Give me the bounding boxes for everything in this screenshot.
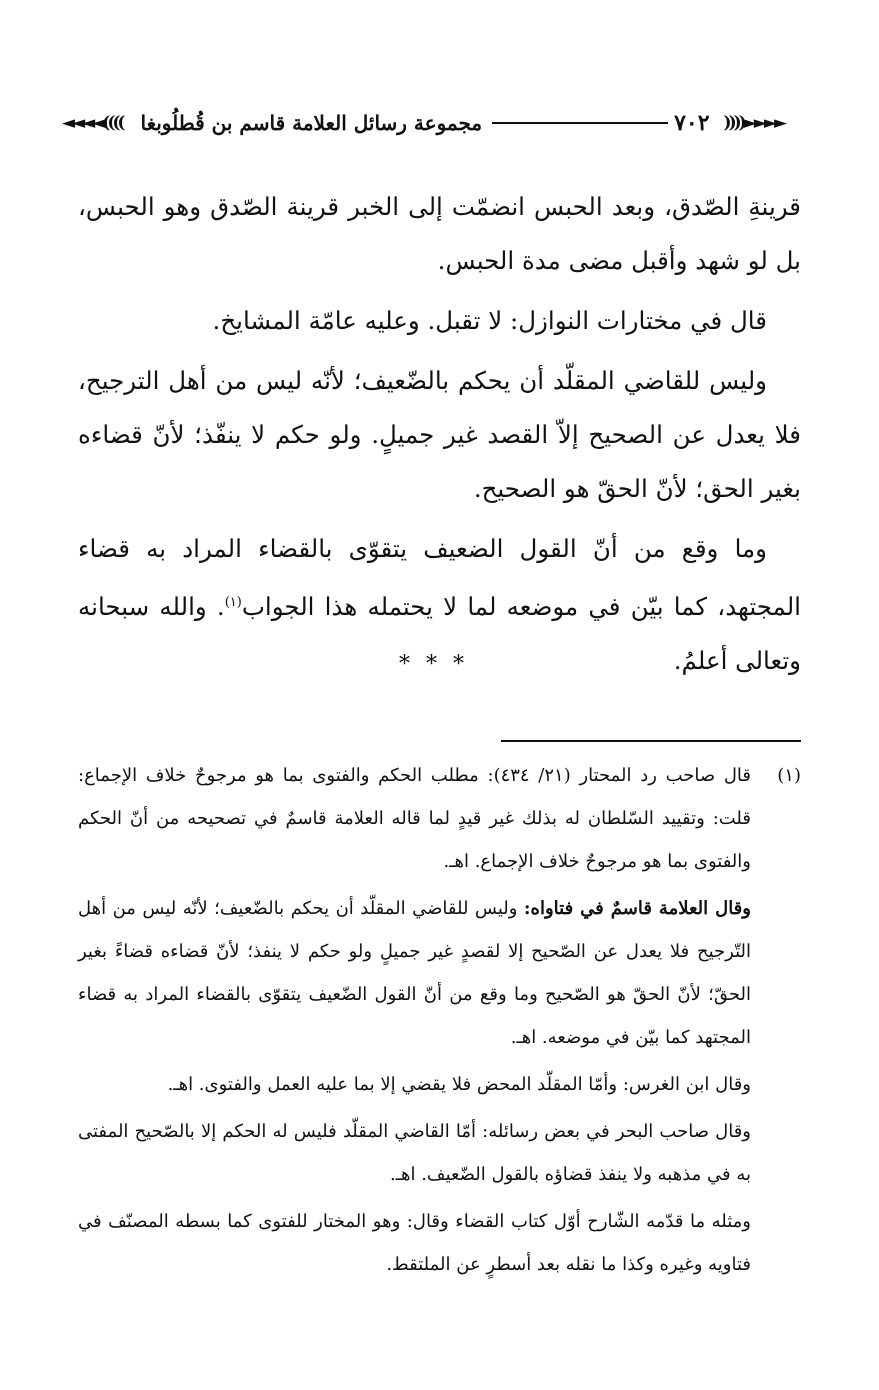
footnotes: [78, 754, 801, 1286]
footnote-paragraph-2: [78, 887, 751, 1059]
paragraph-2: قال في مختارات النوازل: لا تقبل. وعليه عامّة المشايخ.: [212, 306, 767, 335]
footnote-paragraph-5: ومثله ما قدّمه الشّارح أوّل كتاب القضاء وقال: وهو المختار للفتوى كما بسطه المصنّف في فتاويه وغيره وكذا ما نقله بعد أسطرٍ عن الملتقط.: [78, 1211, 751, 1275]
main-text: [78, 180, 801, 688]
running-header: [62, 100, 817, 146]
footnote-paragraph-1: قال صاحب رد المحتار (٢١/ ٤٣٤): مطلب الحكم والفتوى بما هو مرجوحٌ خلاف الإجماع: قلت: وتقييد السّلطان له بذلك غير قيدٍ لما قاله العلامة قاسمٌ في تصحيحه من أنّ الحكم والفتوى بما هو مرجوحٌ خلاف الإجماع. اهـ.: [78, 765, 751, 872]
paragraph-4-text: وما وقع من أنّ القول الضعيف يتقوّى بالقضاء المراد به قضاء المجتهد، كما بيّن في موضعه لما لا يحتمله هذا الجواب: [78, 534, 801, 622]
left-ornament: ◄◄◄◄((((: [62, 113, 123, 133]
footnote-paragraph-2-lead: وقال العلامة قاسمٌ في فتاواه:: [523, 898, 751, 919]
paragraph-4-ending: . والله سبحانه وتعالى أعلمُ.: [78, 592, 801, 676]
right-ornament: ))))►►►►: [723, 113, 785, 133]
footnote-paragraph-4: وقال صاحب البحر في بعض رسائله: أمّا القاضي المقلّد فليس له الحكم إلا بالصّحيح المفتى به في مذهبه ولا ينفذ قضاؤه بالقول الضّعيف. اهـ.: [78, 1121, 751, 1185]
page-number: ٧٠٢: [674, 110, 710, 136]
running-title: مجموعة رسائل العلامة قاسم بن قُطلُوبغا: [140, 111, 483, 135]
section-separator: ***: [399, 652, 480, 677]
header-rule: [492, 122, 668, 124]
footnote-paragraph-3: وقال ابن الغرس: وأمّا المقلّد المحض فلا يقضي إلا بما عليه العمل والفتوى. اهـ.: [167, 1074, 751, 1095]
footnote-reference: (١): [224, 595, 242, 610]
paragraph-1: قرينةِ الصّدق، وبعد الحبس انضمّت إلى الخبر قرينة الصّدق وهو الحبس، بل لو شهد وأقبل مضى مدة الحبس.: [78, 192, 801, 275]
paragraph-3: وليس للقاضي المقلّد أن يحكم بالضّعيف؛ لأنّه ليس من أهل الترجيح، فلا يعدل عن الصحيح إلاّ القصد غير جميلٍ. ولو حكم لا ينفّذ؛ لأنّ قضاءه بغير الحق؛ لأنّ الحقّ هو الصحيح.: [78, 366, 801, 503]
footnote-rule: [501, 740, 801, 742]
footnote-number: (١): [777, 765, 801, 786]
footnote-paragraph-2-text: وليس للقاضي المقلّد أن يحكم بالضّعيف؛ لأنّه ليس من أهل التّرجيح فلا يعدل عن الصّحيح إلا لقصدٍ غير جميلٍ ولو حكم لا ينفذ؛ لأنّ قضاءه قضاءً بغير الحقّ؛ لأنّ الحقّ هو الصّحيح وما وقع من أنّ القول الضّعيف يتقوّى بالقضاء المراد به قضاء المجتهد كما بيّن في موضعه. اهـ.: [78, 898, 751, 1048]
footnote-1: [78, 754, 801, 1286]
